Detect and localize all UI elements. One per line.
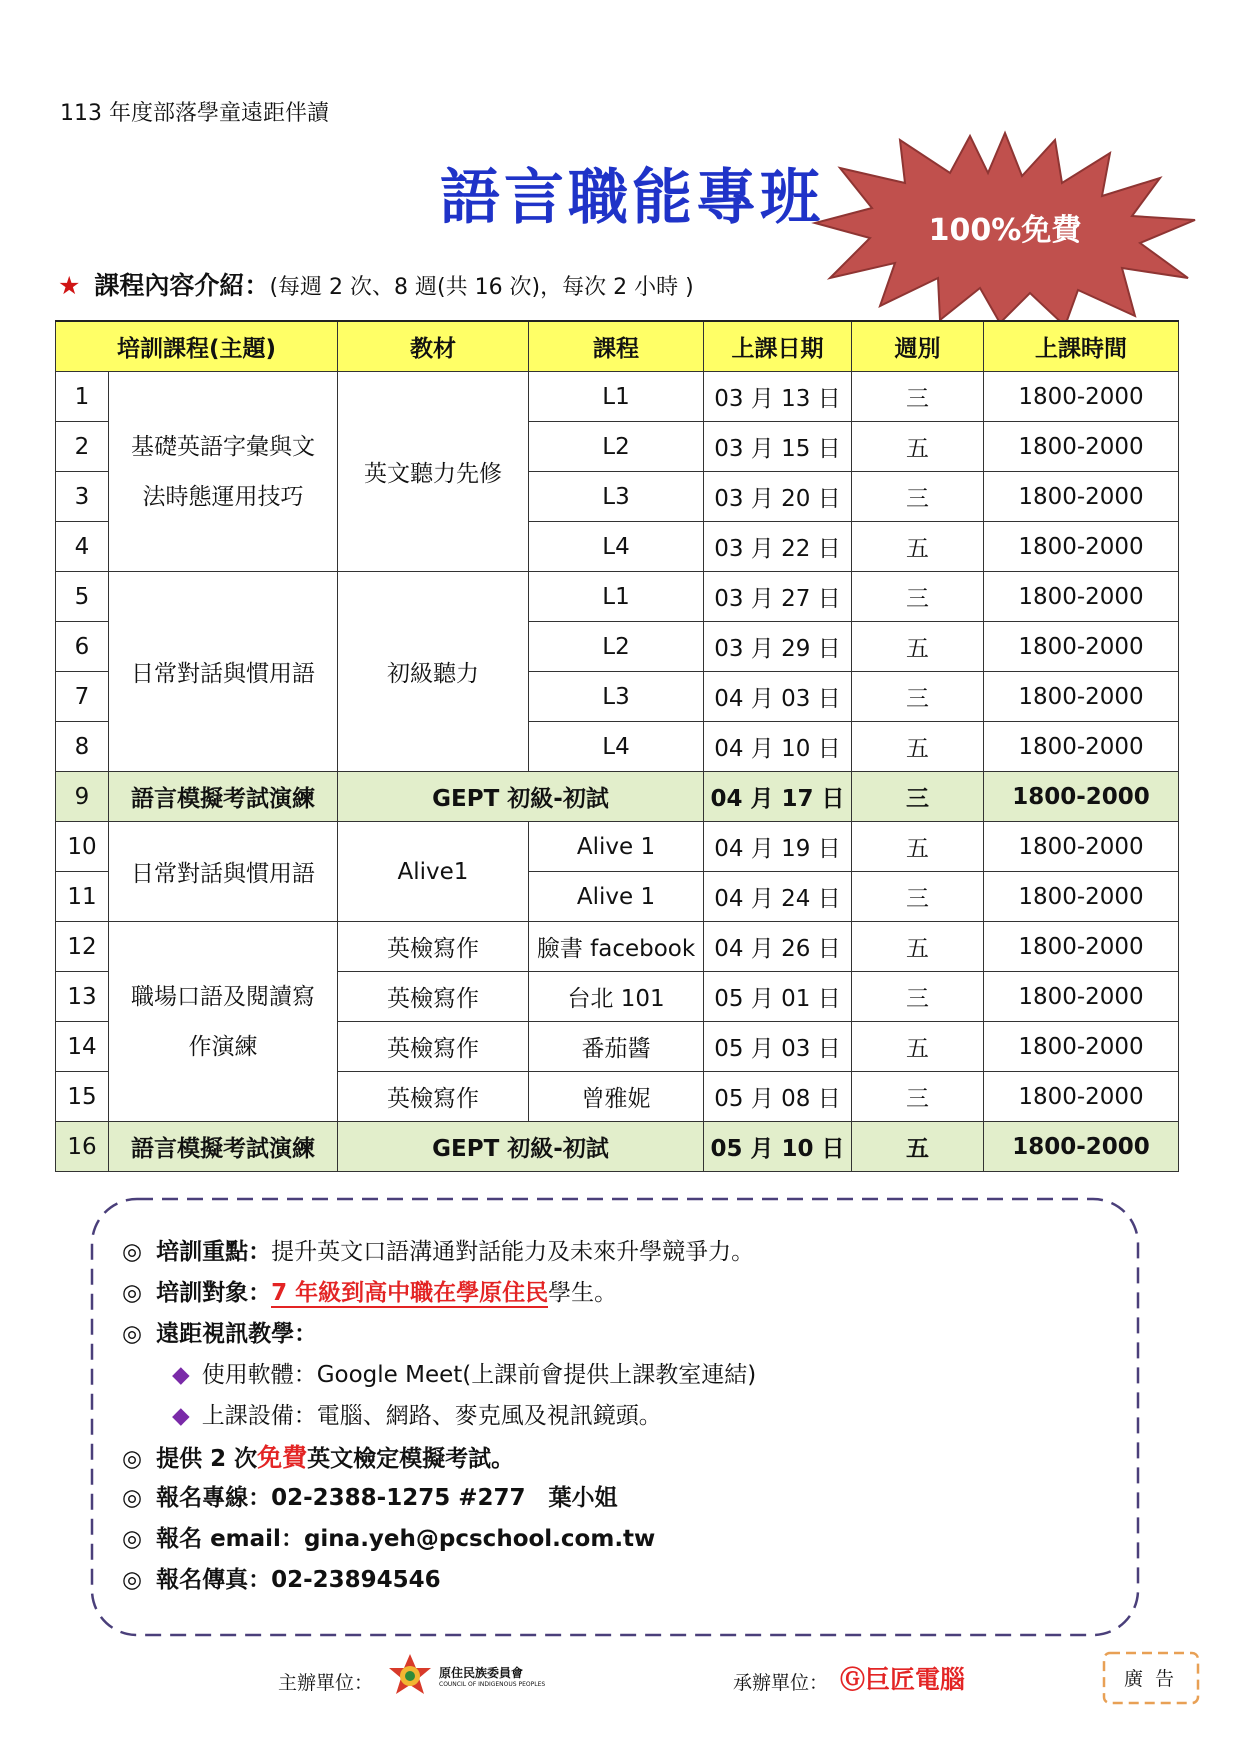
date-cell: 03 月 20 日 (704, 472, 852, 522)
time-cell: 1800-2000 (984, 872, 1179, 922)
weekday-cell: 五 (852, 422, 984, 472)
lesson-cell: L4 (529, 522, 704, 572)
col-header-time: 上課時間 (984, 321, 1179, 372)
material-cell: 英檢寫作 (338, 972, 529, 1022)
row-number: 2 (56, 422, 109, 472)
fax-label: 報名傳真： (156, 1567, 272, 1593)
weekday-cell: 五 (852, 722, 984, 772)
organizer-name: 原住民族委員會 (439, 1666, 524, 1680)
diamond-icon: ◆ (172, 1403, 190, 1429)
weekday-cell: 三 (852, 572, 984, 622)
row-number: 9 (56, 772, 109, 822)
date-cell: 04 月 26 日 (704, 922, 852, 972)
email-label: 報名 email： (156, 1526, 304, 1552)
date-cell: 05 月 01 日 (704, 972, 852, 1022)
time-cell: 1800-2000 (984, 1072, 1179, 1122)
material-cell: 英檢寫作 (338, 922, 529, 972)
bullet-icon: ◎ (122, 1485, 143, 1511)
info-software (172, 1356, 756, 1389)
date-cell: 03 月 15 日 (704, 422, 852, 472)
col-header-weekday: 週別 (852, 321, 984, 372)
lesson-cell: Alive 1 (529, 872, 704, 922)
date-cell: 03 月 27 日 (704, 572, 852, 622)
topic-line: 法時態運用技巧 (142, 483, 304, 510)
weekday-cell: 五 (852, 622, 984, 672)
date-cell: 05 月 10 日 (704, 1122, 852, 1172)
material-cell: 英文聽力先修 (338, 372, 529, 572)
bullet-icon: ◎ (122, 1567, 143, 1593)
row-number: 1 (56, 372, 109, 422)
software-text: Google Meet(上課前會提供上課教室連結) (316, 1362, 757, 1388)
row-number: 16 (56, 1122, 109, 1172)
time-cell: 1800-2000 (984, 922, 1179, 972)
time-cell: 1800-2000 (984, 1022, 1179, 1072)
bullet-icon: ◎ (122, 1446, 143, 1472)
lesson-cell: 臉書 facebook (529, 922, 704, 972)
undertaker-label: 承辦單位： (733, 1672, 829, 1694)
date-cell: 04 月 03 日 (704, 672, 852, 722)
weekday-cell: 三 (852, 672, 984, 722)
equipment-label: 上課設備： (201, 1403, 317, 1429)
organizer-name-en: COUNCIL OF INDIGENOUS PEOPLES (439, 1681, 546, 1688)
lesson-cell: 台北 101 (529, 972, 704, 1022)
star-icon: ★ (58, 271, 81, 300)
row-number: 13 (56, 972, 109, 1022)
ad-label: 廣告 (1124, 1668, 1187, 1690)
weekday-cell: 五 (852, 522, 984, 572)
diamond-icon: ◆ (172, 1362, 190, 1388)
course-schedule-table (55, 320, 1179, 1172)
material-cell: GEPT 初級-初試 (338, 772, 704, 822)
phone-label: 報名專線： (156, 1485, 272, 1511)
time-cell: 1800-2000 (984, 422, 1179, 472)
info-equipment (172, 1397, 662, 1430)
row-number: 15 (56, 1072, 109, 1122)
date-cell: 04 月 24 日 (704, 872, 852, 922)
row-number: 3 (56, 472, 109, 522)
free-badge-text: 100%免費 (928, 213, 1082, 248)
date-cell: 05 月 03 日 (704, 1022, 852, 1072)
row-number: 7 (56, 672, 109, 722)
topic-cell (109, 372, 338, 572)
col-header-lesson: 課程 (529, 321, 704, 372)
row-number: 4 (56, 522, 109, 572)
table-row (56, 922, 1179, 972)
free-badge-starburst (810, 128, 1200, 328)
fax-value: 02-23894546 (271, 1567, 441, 1593)
row-number: 11 (56, 872, 109, 922)
time-cell: 1800-2000 (984, 772, 1179, 822)
weekday-cell: 五 (852, 1122, 984, 1172)
weekday-cell: 五 (852, 922, 984, 972)
material-cell: 英檢寫作 (338, 1022, 529, 1072)
lesson-cell: L2 (529, 422, 704, 472)
date-cell: 05 月 08 日 (704, 1072, 852, 1122)
topic-cell: 語言模擬考試演練 (109, 772, 338, 822)
lesson-cell: L1 (529, 372, 704, 422)
lesson-cell: L3 (529, 672, 704, 722)
pcschool-logo-icon: Ⓖ (840, 1665, 866, 1694)
row-number: 8 (56, 722, 109, 772)
weekday-cell: 三 (852, 472, 984, 522)
date-cell: 04 月 17 日 (704, 772, 852, 822)
row-number: 6 (56, 622, 109, 672)
equipment-text: 電腦、網路、麥克風及視訊鏡頭。 (316, 1403, 662, 1429)
target-highlight: 7 年級到高中職在學原住民 (271, 1280, 549, 1306)
bullet-icon: ◎ (122, 1280, 143, 1306)
lesson-cell: L1 (529, 572, 704, 622)
date-cell: 04 月 19 日 (704, 822, 852, 872)
col-header-topic: 培訓課程(主題) (56, 321, 338, 372)
time-cell: 1800-2000 (984, 372, 1179, 422)
topic-cell: 語言模擬考試演練 (109, 1122, 338, 1172)
weekday-cell: 三 (852, 372, 984, 422)
material-cell: GEPT 初級-初試 (338, 1122, 704, 1172)
page-title: 語言職能專班 (440, 163, 824, 233)
info-email (122, 1520, 655, 1553)
email-value: gina.yeh@pcschool.com.tw (303, 1526, 656, 1552)
target-suffix: 學生。 (548, 1280, 618, 1306)
focus-text: 提升英文口語溝通對話能力及未來升學競爭力。 (271, 1239, 755, 1265)
date-cell: 03 月 13 日 (704, 372, 852, 422)
phone-value: 02-2388-1275 #277 葉小姐 (271, 1485, 618, 1511)
bullet-icon: ◎ (122, 1321, 143, 1347)
table-row (56, 572, 1179, 622)
topic-cell (109, 922, 338, 1122)
date-cell: 03 月 29 日 (704, 622, 852, 672)
lesson-cell: L3 (529, 472, 704, 522)
time-cell: 1800-2000 (984, 572, 1179, 622)
lesson-cell: Alive 1 (529, 822, 704, 872)
info-focus (122, 1233, 754, 1266)
weekday-cell: 三 (852, 772, 984, 822)
info-target (122, 1274, 617, 1307)
topic-cell: 日常對話與慣用語 (109, 822, 338, 922)
time-cell: 1800-2000 (984, 472, 1179, 522)
time-cell: 1800-2000 (984, 722, 1179, 772)
material-cell: Alive1 (338, 822, 529, 922)
topic-line: 職場口語及閱讀寫 (131, 983, 315, 1010)
lesson-cell: L2 (529, 622, 704, 672)
row-number: 10 (56, 822, 109, 872)
table-row (56, 372, 1179, 422)
col-header-date: 上課日期 (704, 321, 852, 372)
exam-prefix: 提供 2 次 (156, 1446, 258, 1472)
weekday-cell: 三 (852, 1072, 984, 1122)
info-remote (122, 1315, 317, 1348)
time-cell: 1800-2000 (984, 622, 1179, 672)
subtitle: 113 年度部落學童遠距伴讀 (60, 101, 329, 126)
time-cell: 1800-2000 (984, 822, 1179, 872)
weekday-cell: 五 (852, 822, 984, 872)
intro-detail: (每週 2 次、8 週(共 16 次)，每次 2 小時 ) (269, 275, 694, 300)
indigenous-council-logo-icon (385, 1652, 435, 1700)
row-number: 12 (56, 922, 109, 972)
table-row-exam (56, 1122, 1179, 1172)
material-cell: 英檢寫作 (338, 1072, 529, 1122)
lesson-cell: 番茄醬 (529, 1022, 704, 1072)
table-header-row (56, 321, 1179, 372)
row-number: 5 (56, 572, 109, 622)
exam-suffix: 英文檢定模擬考試。 (307, 1446, 515, 1472)
topic-line: 作演練 (188, 1033, 258, 1060)
table-row-exam (56, 772, 1179, 822)
time-cell: 1800-2000 (984, 1122, 1179, 1172)
col-header-material: 教材 (338, 321, 529, 372)
topic-line: 基礎英語字彙與文 (131, 433, 315, 460)
course-intro (58, 266, 694, 302)
weekday-cell: 三 (852, 972, 984, 1022)
row-number: 14 (56, 1022, 109, 1072)
pcschool-logo (840, 1660, 965, 1696)
date-cell: 04 月 10 日 (704, 722, 852, 772)
lesson-cell: L4 (529, 722, 704, 772)
time-cell: 1800-2000 (984, 522, 1179, 572)
focus-label: 培訓重點： (156, 1239, 272, 1265)
info-exam (122, 1438, 514, 1474)
material-cell: 初級聽力 (338, 572, 529, 772)
target-label: 培訓對象： (156, 1280, 272, 1306)
info-phone (122, 1479, 618, 1512)
weekday-cell: 三 (852, 872, 984, 922)
lesson-cell: 曾雅妮 (529, 1072, 704, 1122)
time-cell: 1800-2000 (984, 672, 1179, 722)
remote-label: 遠距視訊教學： (156, 1321, 318, 1347)
exam-free: 免費 (257, 1443, 308, 1472)
time-cell: 1800-2000 (984, 972, 1179, 1022)
organizer-label: 主辦單位： (278, 1672, 374, 1694)
table-row (56, 822, 1179, 872)
bullet-icon: ◎ (122, 1526, 143, 1552)
date-cell: 03 月 22 日 (704, 522, 852, 572)
intro-label: 課程內容介紹： (94, 271, 270, 300)
info-fax (122, 1561, 441, 1594)
software-label: 使用軟體： (201, 1362, 317, 1388)
topic-cell: 日常對話與慣用語 (109, 572, 338, 772)
weekday-cell: 五 (852, 1022, 984, 1072)
undertaker-name: 巨匠電腦 (865, 1665, 966, 1694)
bullet-icon: ◎ (122, 1239, 143, 1265)
